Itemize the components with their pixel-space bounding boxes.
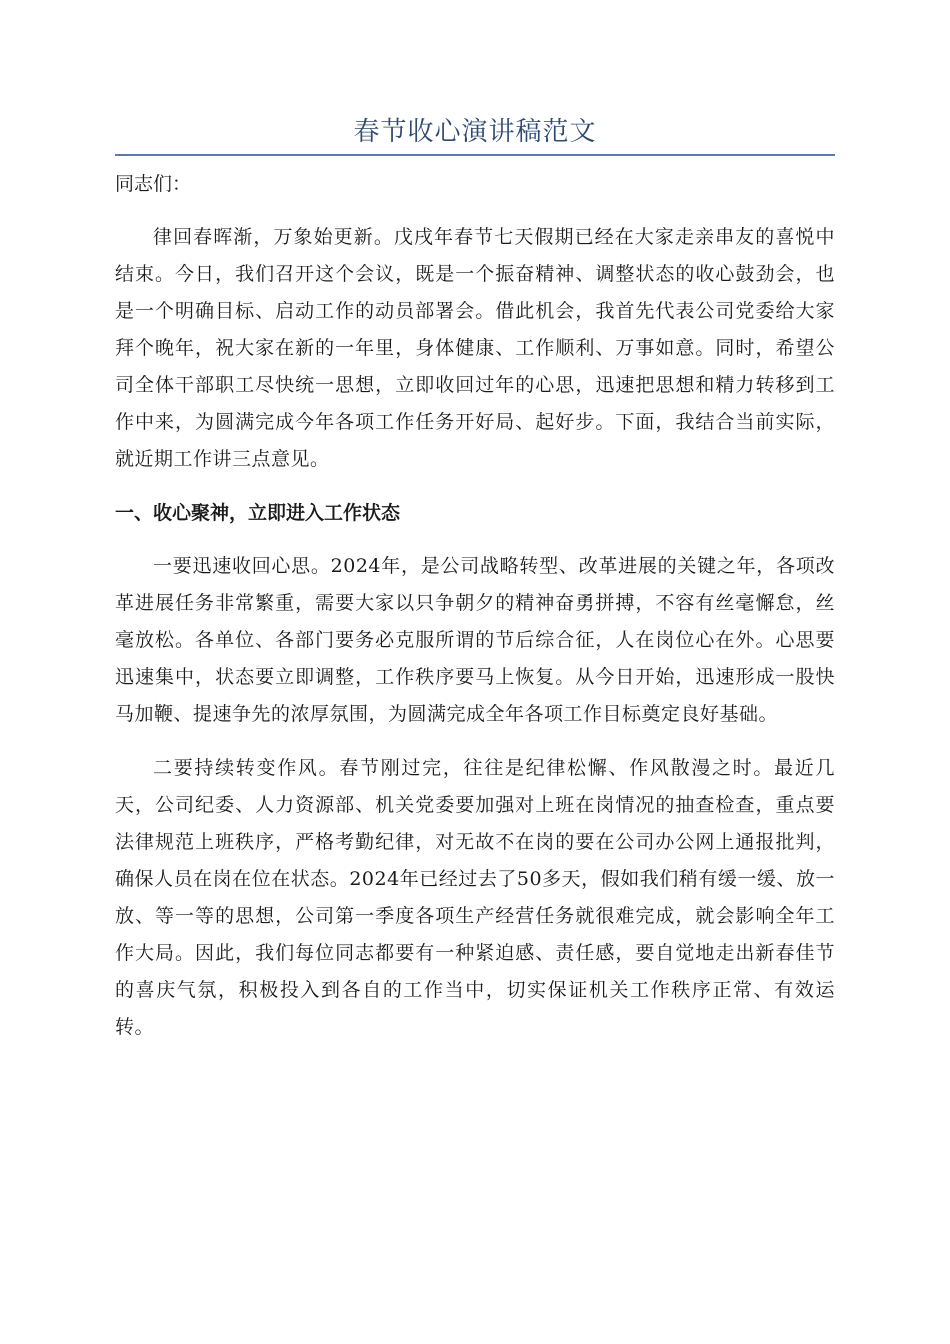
section-heading-1: 一、收心聚神，立即进入工作状态 (115, 502, 401, 524)
document-page (115, 112, 835, 1063)
paragraph-change-style: 二要持续转变作风。春节刚过完，往往是纪律松懈、作风散漫之时。最近几天，公司纪委、人力资源部、机关党委要加强对上班在岗情况的抽查检查，重点要法律规范上班秩序，严格考勤纪律，对无故不在岗的要在公司办公网上通报批判，确保人员在岗在位在状态。2024年已经过去了50多天，假如我们稍有缓一缓、放一放、等一等的思想，公司第一季度各项生产经营任务就很难完成，就会影响全年工作大局。因此，我们每位同志都要有一种紧迫感、责任感，要自觉地走出新春佳节的喜庆气氛，积极投入到各自的工作当中，切实保证机关工作秩序正常、有效运转。 (115, 757, 835, 1038)
salutation: 同志们： (115, 173, 192, 195)
paragraph-opening: 律回春晖渐，万象始更新。戊戌年春节七天假期已经在大家走亲串友的喜悦中结束。今日，我们召开这个会议，既是一个振奋精神、调整状态的收心鼓劲会，也是一个明确目标、启动工作的动员部署会。借此机会，我首先代表公司党委给大家拜个晚年，祝大家在新的一年里，身体健康、工作顺利、万事如意。同时，希望公司全体干部职工尽快统一思想，立即收回过年的心思，迅速把思想和精力转移到工作中来，为圆满完成今年各项工作任务开好局、起好步。下面，我结合当前实际，就近期工作讲三点意见。 (115, 226, 835, 470)
title-underline (115, 154, 835, 156)
document-title: 春节收心演讲稿范文 (353, 117, 597, 147)
paragraph-recall-mind: 一要迅速收回心思。2024年，是公司战略转型、改革进展的关键之年，各项改革进展任务非常繁重，需要大家以只争朝夕的精神奋勇拼搏，不容有丝毫懈怠，丝毫放松。各单位、各部门要务必克服所谓的节后综合征，人在岗位心在外。心思要迅速集中，状态要立即调整，工作秩序要马上恢复。从今日开始，迅速形成一股快马加鞭、提速争先的浓厚氛围，为圆满完成全年各项工作目标奠定良好基础。 (115, 555, 835, 725)
